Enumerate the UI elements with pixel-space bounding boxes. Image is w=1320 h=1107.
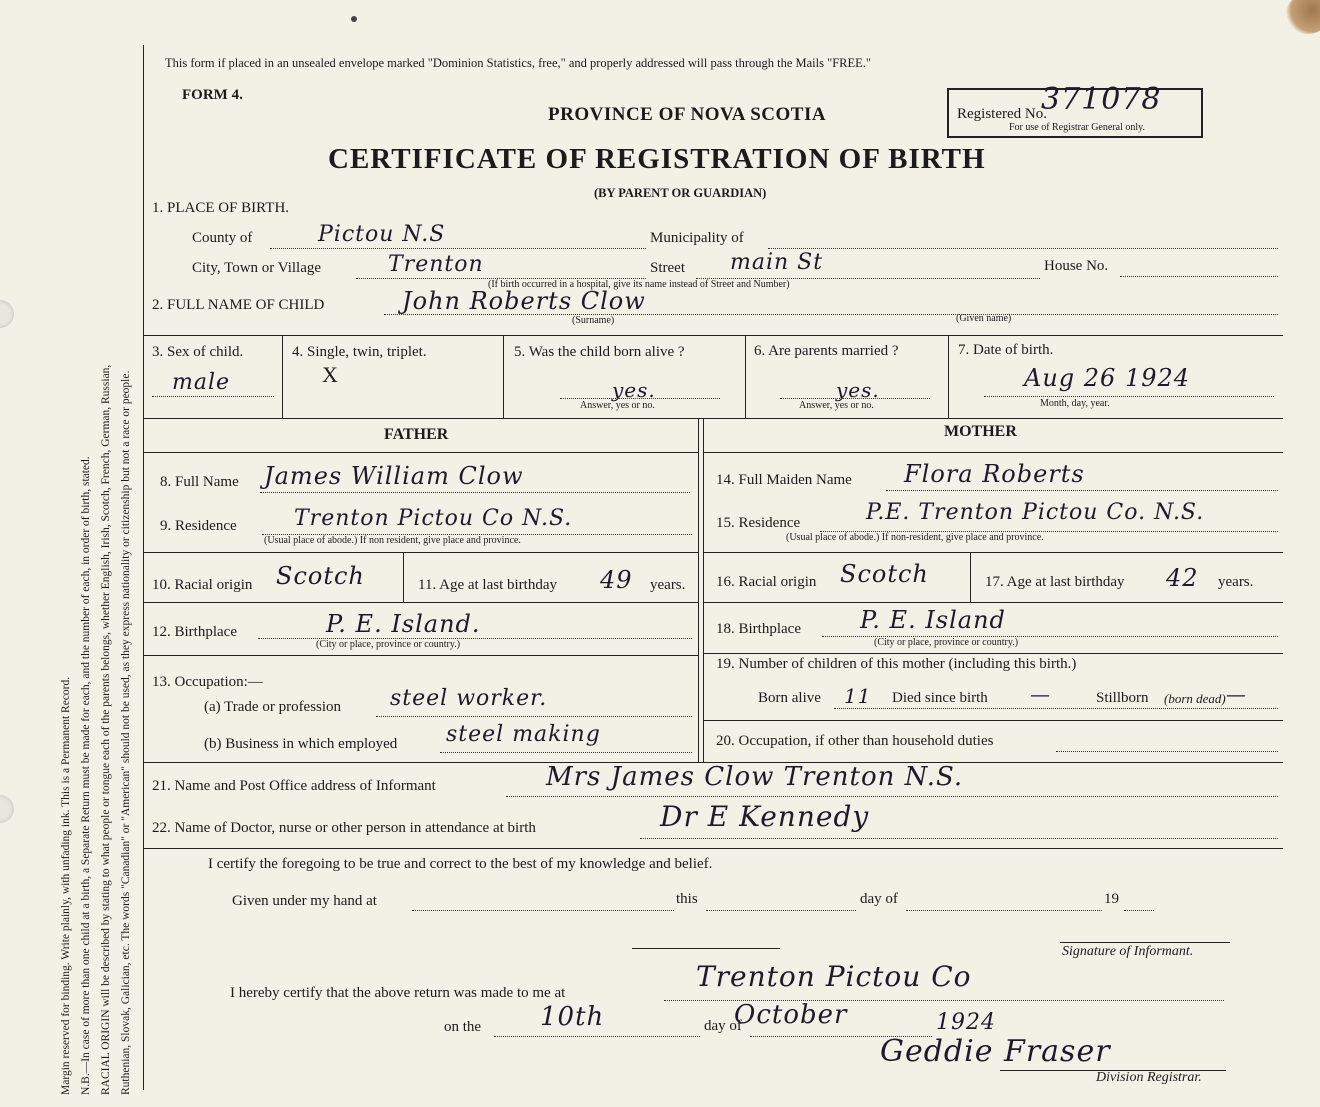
registrar-day-line [494, 1036, 700, 1037]
registrar-signature: Geddie Fraser [880, 1034, 1111, 1069]
father-trade-line [376, 716, 692, 717]
row-divider [143, 655, 698, 656]
mother-occupation-label: 20. Occupation, if other than household duties [716, 733, 994, 749]
registrar-year: 1924 [936, 1010, 996, 1035]
margin-note-racial-origin: RACIAL ORIGIN will be described by stating to what people or tongue each of the parents belongs, whether English, Irish, Scotch, French, German, Russian, [100, 364, 112, 1095]
row-divider [143, 418, 1283, 419]
row-divider [143, 848, 1283, 849]
row-divider [703, 452, 1283, 453]
born-alive-note: Answer, yes or no. [580, 400, 655, 411]
surname-note: (Surname) [572, 315, 615, 326]
died-since-birth-label: Died since birth [892, 690, 988, 706]
born-alive-value: yes. [612, 378, 656, 402]
hospital-note: (If birth occurred in a hospital, give its name instead of Street and Number) [488, 279, 790, 290]
dob-note: Month, day, year. [1040, 398, 1110, 409]
dob-value: Aug 26 1924 [1024, 364, 1191, 392]
father-occupation-label: 13. Occupation:— [152, 674, 263, 690]
mother-residence-value: P.E. Trenton Pictou Co. N.S. [866, 500, 1205, 525]
mother-residence-label: 15. Residence [716, 515, 801, 531]
mother-racial-label: 16. Racial origin [716, 574, 817, 590]
binding-hole [0, 300, 14, 328]
married-note: Answer, yes or no. [799, 400, 874, 411]
informant-signature-line [1060, 942, 1230, 943]
county-line [270, 248, 646, 249]
registrar-title: Division Registrar. [1096, 1070, 1202, 1085]
informant-label: 21. Name and Post Office address of Informant [152, 778, 436, 794]
informant-value: Mrs James Clow Trenton N.S. [546, 762, 964, 792]
given-day-line [706, 910, 856, 911]
doctor-line [640, 838, 1278, 839]
given-under-label: Given under my hand at [232, 893, 377, 909]
form-border-left [143, 45, 144, 1090]
father-residence-note: (Usual place of abode.) If non resident, give place and province. [264, 535, 521, 546]
father-residence-label: 9. Residence [160, 518, 237, 534]
mother-occupation-line [1056, 751, 1278, 752]
registrar-place: Trenton Pictou Co [696, 960, 972, 993]
city-value: Trenton [388, 252, 484, 277]
row-divider [143, 452, 698, 453]
married-line [780, 398, 930, 399]
father-business-line [440, 752, 692, 753]
born-alive-count-value: 11 [844, 684, 872, 708]
married-label: 6. Are parents married ? [754, 343, 899, 359]
given-month-line [906, 910, 1102, 911]
father-racial-value: Scotch [276, 562, 365, 590]
dob-line [984, 396, 1274, 397]
house-line [1120, 276, 1278, 277]
father-age-label: 11. Age at last birthday [418, 577, 557, 593]
certify-statement: I certify the foregoing to be true and correct to the best of my knowledge and belief. [208, 856, 713, 872]
row-divider [143, 335, 1283, 336]
house-label: House No. [1044, 258, 1109, 274]
mother-age-label: 17. Age at last birthday [985, 574, 1125, 590]
dob-label: 7. Date of birth. [958, 342, 1054, 358]
father-residence-value: Trenton Pictou Co N.S. [294, 506, 573, 531]
father-racial-label: 10. Racial origin [152, 577, 253, 593]
sex-label: 3. Sex of child. [152, 344, 244, 360]
margin-note-binding: Margin reserved for binding. Write plainly, with unfading ink. This is a Permanent Record. [60, 676, 72, 1095]
father-trade-value: steel worker. [390, 686, 548, 711]
mother-name-value: Flora Roberts [904, 460, 1085, 488]
married-value: yes. [836, 378, 880, 402]
registered-number: 371078 [1041, 82, 1162, 117]
row-divider [143, 552, 698, 553]
stillborn-value: — [1226, 682, 1247, 706]
mother-children-label: 19. Number of children of this mother (including this birth.) [716, 656, 1077, 672]
on-the-label: on the [444, 1019, 482, 1035]
row-divider [703, 653, 1283, 654]
doctor-value: Dr E Kennedy [660, 800, 870, 833]
stillborn-label: Stillborn [1096, 690, 1149, 706]
row-divider [703, 720, 1283, 721]
registrar-day: 10th [540, 1002, 605, 1032]
mother-residence-note: (Usual place of abode.) If non-resident, give place and province. [786, 532, 1044, 543]
father-age-value: 49 [600, 566, 633, 594]
margin-note-multiple-births: N.B.—In case of more than one child at a birth, a Separate Return must be made for each, and the number of each, in order of birth, stated. [80, 456, 92, 1095]
row-divider [143, 602, 698, 603]
mother-children-line [834, 708, 1278, 709]
county-value: Pictou N.S [318, 222, 446, 247]
mother-name-line [886, 490, 1278, 491]
paper-stain [1286, 0, 1320, 34]
col-divider [948, 335, 949, 418]
plurality-value: X [322, 362, 338, 387]
father-birthplace-label: 12. Birthplace [152, 624, 237, 640]
parent-divider [698, 418, 699, 762]
sex-line [152, 396, 274, 397]
father-years-label: years. [650, 577, 686, 593]
certificate-subtitle: (BY PARENT OR GUARDIAN) [594, 186, 767, 200]
died-since-birth-value: — [1030, 682, 1051, 706]
born-alive-count-label: Born alive [758, 690, 821, 706]
registrar-statement: I hereby certify that the above return was made to me at [230, 985, 566, 1001]
father-name-line [260, 492, 690, 493]
form-number: FORM 4. [182, 87, 243, 103]
father-name-value: James William Clow [264, 462, 524, 490]
father-trade-label: (a) Trade or profession [204, 699, 342, 715]
certificate-title: CERTIFICATE OF REGISTRATION OF BIRTH [328, 143, 986, 175]
father-business-label: (b) Business in which employed [204, 736, 398, 752]
given-place-line [412, 910, 674, 911]
col-divider [282, 335, 283, 418]
father-name-label: 8. Full Name [160, 474, 239, 490]
doctor-label: 22. Name of Doctor, nurse or other person in attendance at birth [152, 820, 536, 836]
mother-birthplace-note: (City or place, province or country.) [874, 637, 1019, 648]
col-divider [403, 552, 404, 602]
mother-birthplace-label: 18. Birthplace [716, 621, 801, 637]
col-divider [970, 552, 971, 602]
county-label: County of [192, 230, 253, 246]
child-name-line [384, 314, 1278, 315]
this-label: this [676, 891, 698, 907]
street-value: main St [730, 250, 824, 275]
mother-racial-value: Scotch [840, 560, 929, 588]
mail-notice: This form if placed in an unsealed envelope marked "Dominion Statistics, free," and properly addressed will pass through the Mails "FREE." [165, 56, 872, 70]
ink-blot [351, 16, 357, 22]
plurality-label: 4. Single, twin, triplet. [292, 344, 427, 360]
father-business-value: steel making [446, 722, 601, 747]
father-birthplace-value: P. E. Island. [326, 610, 481, 638]
registered-note: For use of Registrar General only. [1009, 122, 1145, 133]
city-label: City, Town or Village [192, 260, 322, 276]
margin-note-racial-origin-2: Ruthenian, Slovak, Galician, etc. The words "Canadian" or "American" should not be used, as they express nationality or citizenship but not a race or people. [120, 370, 132, 1095]
col-divider [503, 335, 504, 418]
row-divider [703, 552, 1283, 553]
registered-label: Registered No. [957, 106, 1047, 122]
given-name-note: (Given name) [956, 313, 1012, 324]
municipality-label: Municipality of [650, 230, 744, 246]
father-birthplace-note: (City or place, province or country.) [316, 639, 461, 650]
mother-name-label: 14. Full Maiden Name [716, 472, 852, 488]
child-name-value: John Roberts Clow [402, 287, 646, 315]
mother-heading: MOTHER [944, 423, 1017, 440]
binding-hole [0, 795, 14, 823]
stillborn-note: (born dead) [1164, 691, 1226, 706]
born-alive-line [560, 398, 720, 399]
municipality-line [768, 248, 1278, 249]
father-heading: FATHER [384, 426, 449, 443]
day-of-label: day of [860, 891, 898, 907]
col-divider [745, 335, 746, 418]
child-name-label: 2. FULL NAME OF CHILD [152, 297, 325, 313]
born-alive-label: 5. Was the child born alive ? [514, 344, 685, 360]
mother-birthplace-value: P. E. Island [860, 606, 1006, 634]
mother-years-label: years. [1218, 574, 1254, 590]
informant-line [506, 796, 1278, 797]
registered-box [947, 82, 1203, 138]
parent-divider [703, 418, 704, 762]
given-year-line [1124, 910, 1154, 911]
registrar-month: October [734, 1000, 848, 1030]
day-of-label-2: day of [704, 1018, 742, 1034]
province-heading: PROVINCE OF NOVA SCOTIA [548, 104, 827, 125]
mother-age-value: 42 [1166, 564, 1199, 592]
informant-signature-label: Signature of Informant. [1062, 944, 1194, 959]
sex-value: male [172, 370, 231, 395]
row-divider [703, 602, 1283, 603]
place-of-birth-heading: 1. PLACE OF BIRTH. [152, 200, 290, 216]
separator-line [632, 948, 780, 949]
street-label: Street [650, 260, 685, 276]
year-prefix: 19 [1104, 891, 1119, 907]
